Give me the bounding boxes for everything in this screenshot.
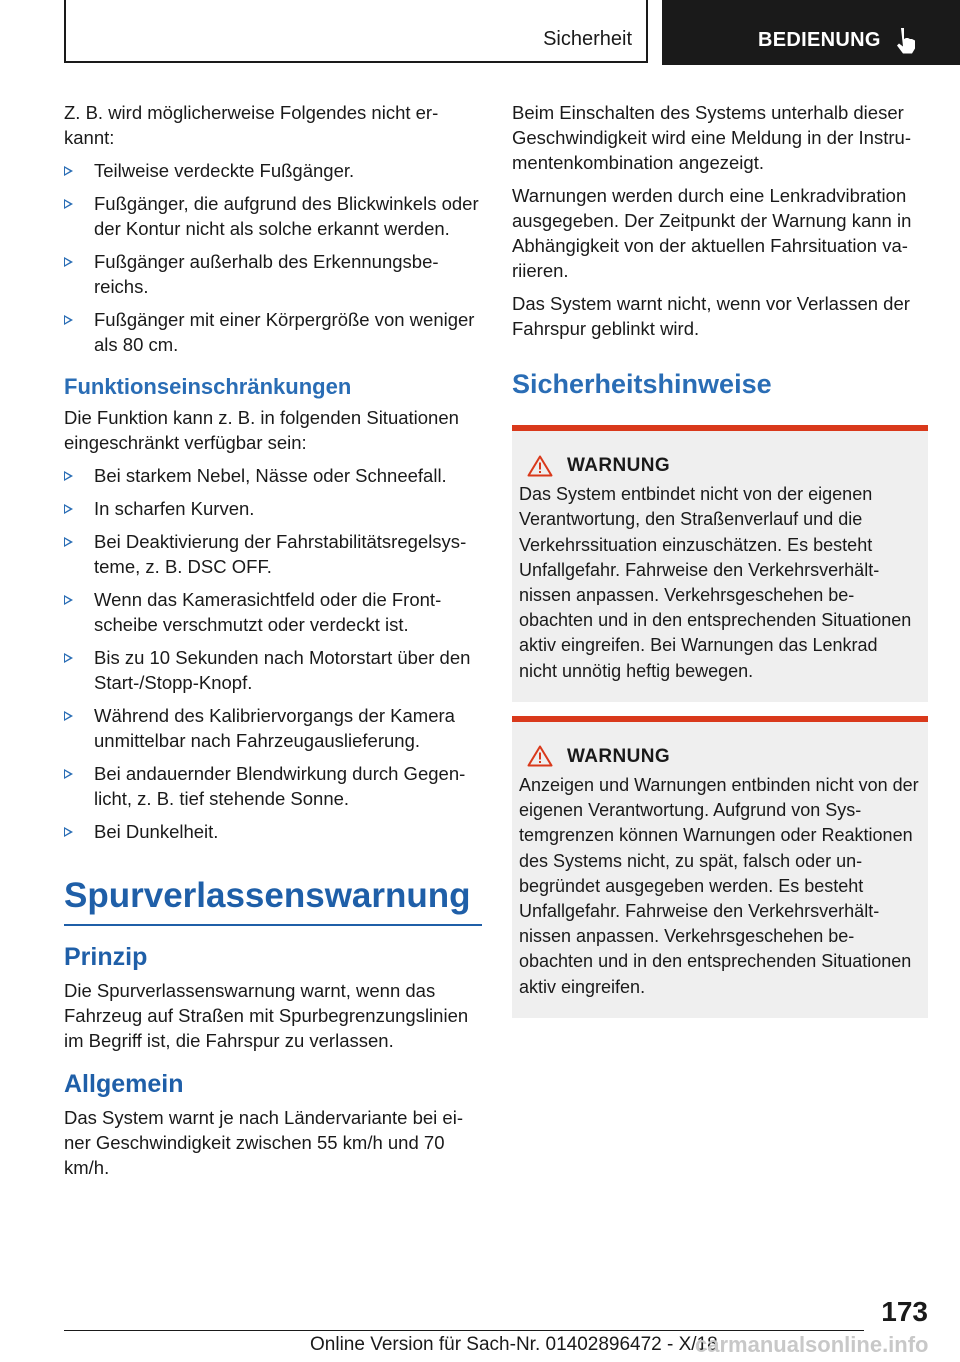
list-item: Wenn das Kamerasichtfeld oder die Frontscheibe verschmutzt oder verdeckt ist.	[64, 587, 482, 637]
header-chapter-tab	[662, 0, 960, 65]
restriction-list	[64, 463, 482, 844]
page-header	[0, 0, 960, 66]
warning-title: WARNUNG	[567, 455, 671, 476]
list-item: Fußgänger, die aufgrund des Blickwinkels oder der Kontur nicht als solche erkannt werden.	[64, 191, 482, 241]
list-item: Bei Dunkelheit.	[64, 819, 482, 844]
warning-text: Anzeigen und Warnungen entbinden nicht von der eigenen Verantwortung. Aufgrund von Systemgrenzen können Warnungen oder Reaktionen des Systems nicht, zu spät, falsch oder unbegründet ausgegeben werden. Es besteht Unfallgefahr. Fahrweise den Verkehrsverhältnissen anpassen. Verkehrsgeschehen beobachten und in den entsprechenden Situationen aktiv eingreifen.	[519, 775, 919, 997]
header-chapter-label: BEDIENUNG	[758, 29, 881, 51]
warning-title: WARNUNG	[567, 745, 671, 767]
heading-spurverlassenswarnung: Spurverlassenswarnung	[64, 874, 482, 926]
funktion-paragraph: Die Funktion kann z. B. in folgenden Situationen eingeschränkt verfügbar sein:	[64, 407, 459, 453]
footer-watermark: carmanualsonline.info	[695, 1332, 929, 1357]
footer-divider	[64, 1330, 864, 1331]
warning-box-2	[512, 716, 928, 1018]
list-item: Teilweise verdeckte Fußgänger.	[64, 158, 482, 183]
list-item: Fußgänger außerhalb des Erkennungsbereichs.	[64, 249, 482, 299]
triangle-bullet-icon	[64, 199, 73, 209]
warning-box-1	[512, 425, 928, 702]
prinzip-paragraph: Die Spurverlassenswarnung warnt, wenn das Fahrzeug auf Straßen mit Spurbegrenzungslinien im Begriff ist, die Fahrspur zu verlassen.	[64, 980, 469, 1051]
paragraph-warnungen: Warnungen werden durch eine Lenkradvibration ausgegeben. Der Zeitpunkt der Warnung kann in Abhängigkeit von der aktuellen Fahrsituation variieren.	[512, 185, 912, 281]
list-item: Während des Kalibriervorgangs der Kamera unmittelbar nach Fahrzeugauslieferung.	[64, 703, 482, 753]
intro-paragraph: Z. B. wird möglicherweise Folgendes nicht erkannt:	[64, 102, 439, 148]
triangle-bullet-icon	[64, 653, 73, 663]
triangle-bullet-icon	[64, 257, 73, 267]
heading-allgemein: Allgemein	[64, 1070, 184, 1098]
header-section-tab	[64, 0, 648, 63]
warning-header	[519, 453, 920, 478]
allgemein-paragraph: Das System warnt je nach Ländervariante bei einer Geschwindigkeit zwischen 55 km/h und 70 km/h.	[64, 1107, 463, 1178]
triangle-bullet-icon	[64, 166, 73, 176]
triangle-bullet-icon	[64, 595, 73, 605]
triangle-bullet-icon	[64, 471, 73, 481]
pedestrian-list	[64, 158, 482, 357]
triangle-bullet-icon	[64, 315, 73, 325]
triangle-bullet-icon	[64, 769, 73, 779]
list-item: Fußgänger mit einer Körpergröße von weniger als 80 cm.	[64, 307, 482, 357]
list-item: In scharfen Kurven.	[64, 496, 482, 521]
triangle-bullet-icon	[64, 827, 73, 837]
paragraph-einschalten: Beim Einschalten des Systems unterhalb dieser Geschwindigkeit wird eine Meldung in der Instrumentenkombination angezeigt.	[512, 102, 911, 173]
warning-header	[519, 744, 920, 769]
footer-text: Online Version für Sach-Nr. 01402896472 - X/18	[310, 1334, 718, 1355]
page-number: 173	[881, 1296, 928, 1327]
list-item: Bis zu 10 Sekunden nach Motorstart über den Start-/Stopp-Knopf.	[64, 645, 482, 695]
list-item: Bei starkem Nebel, Nässe oder Schneefall.	[64, 463, 482, 488]
heading-prinzip: Prinzip	[64, 943, 148, 971]
left-column	[64, 100, 482, 1188]
header-section-label: Sicherheit	[543, 28, 632, 50]
triangle-bullet-icon	[64, 537, 73, 547]
triangle-bullet-icon	[64, 504, 73, 514]
heading-sicherheitshinweise: Sicherheitshinweise	[512, 369, 772, 399]
right-column	[512, 100, 928, 1032]
warning-triangle-icon	[527, 745, 553, 767]
list-item: Bei Deaktivierung der Fahrstabilitätsregelsysteme, z. B. DSC OFF.	[64, 529, 482, 579]
heading-funktionseinschraenkungen: Funktionseinschränkungen	[64, 374, 352, 399]
warning-text: Das System entbindet nicht von der eigenen Verantwortung, den Straßenverlauf und die Verkehrssituation einzuschätzen. Es besteht Unfallgefahr. Fahrweise den Verkehrsverhältnissen anpassen. Verkehrsgeschehen beobachten und in den entsprechenden Situationen aktiv eingreifen. Bei Warnungen das Lenkrad nicht unnötig heftig bewegen.	[519, 484, 912, 681]
list-item: Bei andauernder Blendwirkung durch Gegenlicht, z. B. tief stehende Sonne.	[64, 761, 482, 811]
paragraph-blinken: Das System warnt nicht, wenn vor Verlassen der Fahrspur geblinkt wird.	[512, 293, 910, 339]
pointing-hand-icon	[895, 26, 921, 54]
warning-triangle-icon	[527, 455, 553, 477]
triangle-bullet-icon	[64, 711, 73, 721]
